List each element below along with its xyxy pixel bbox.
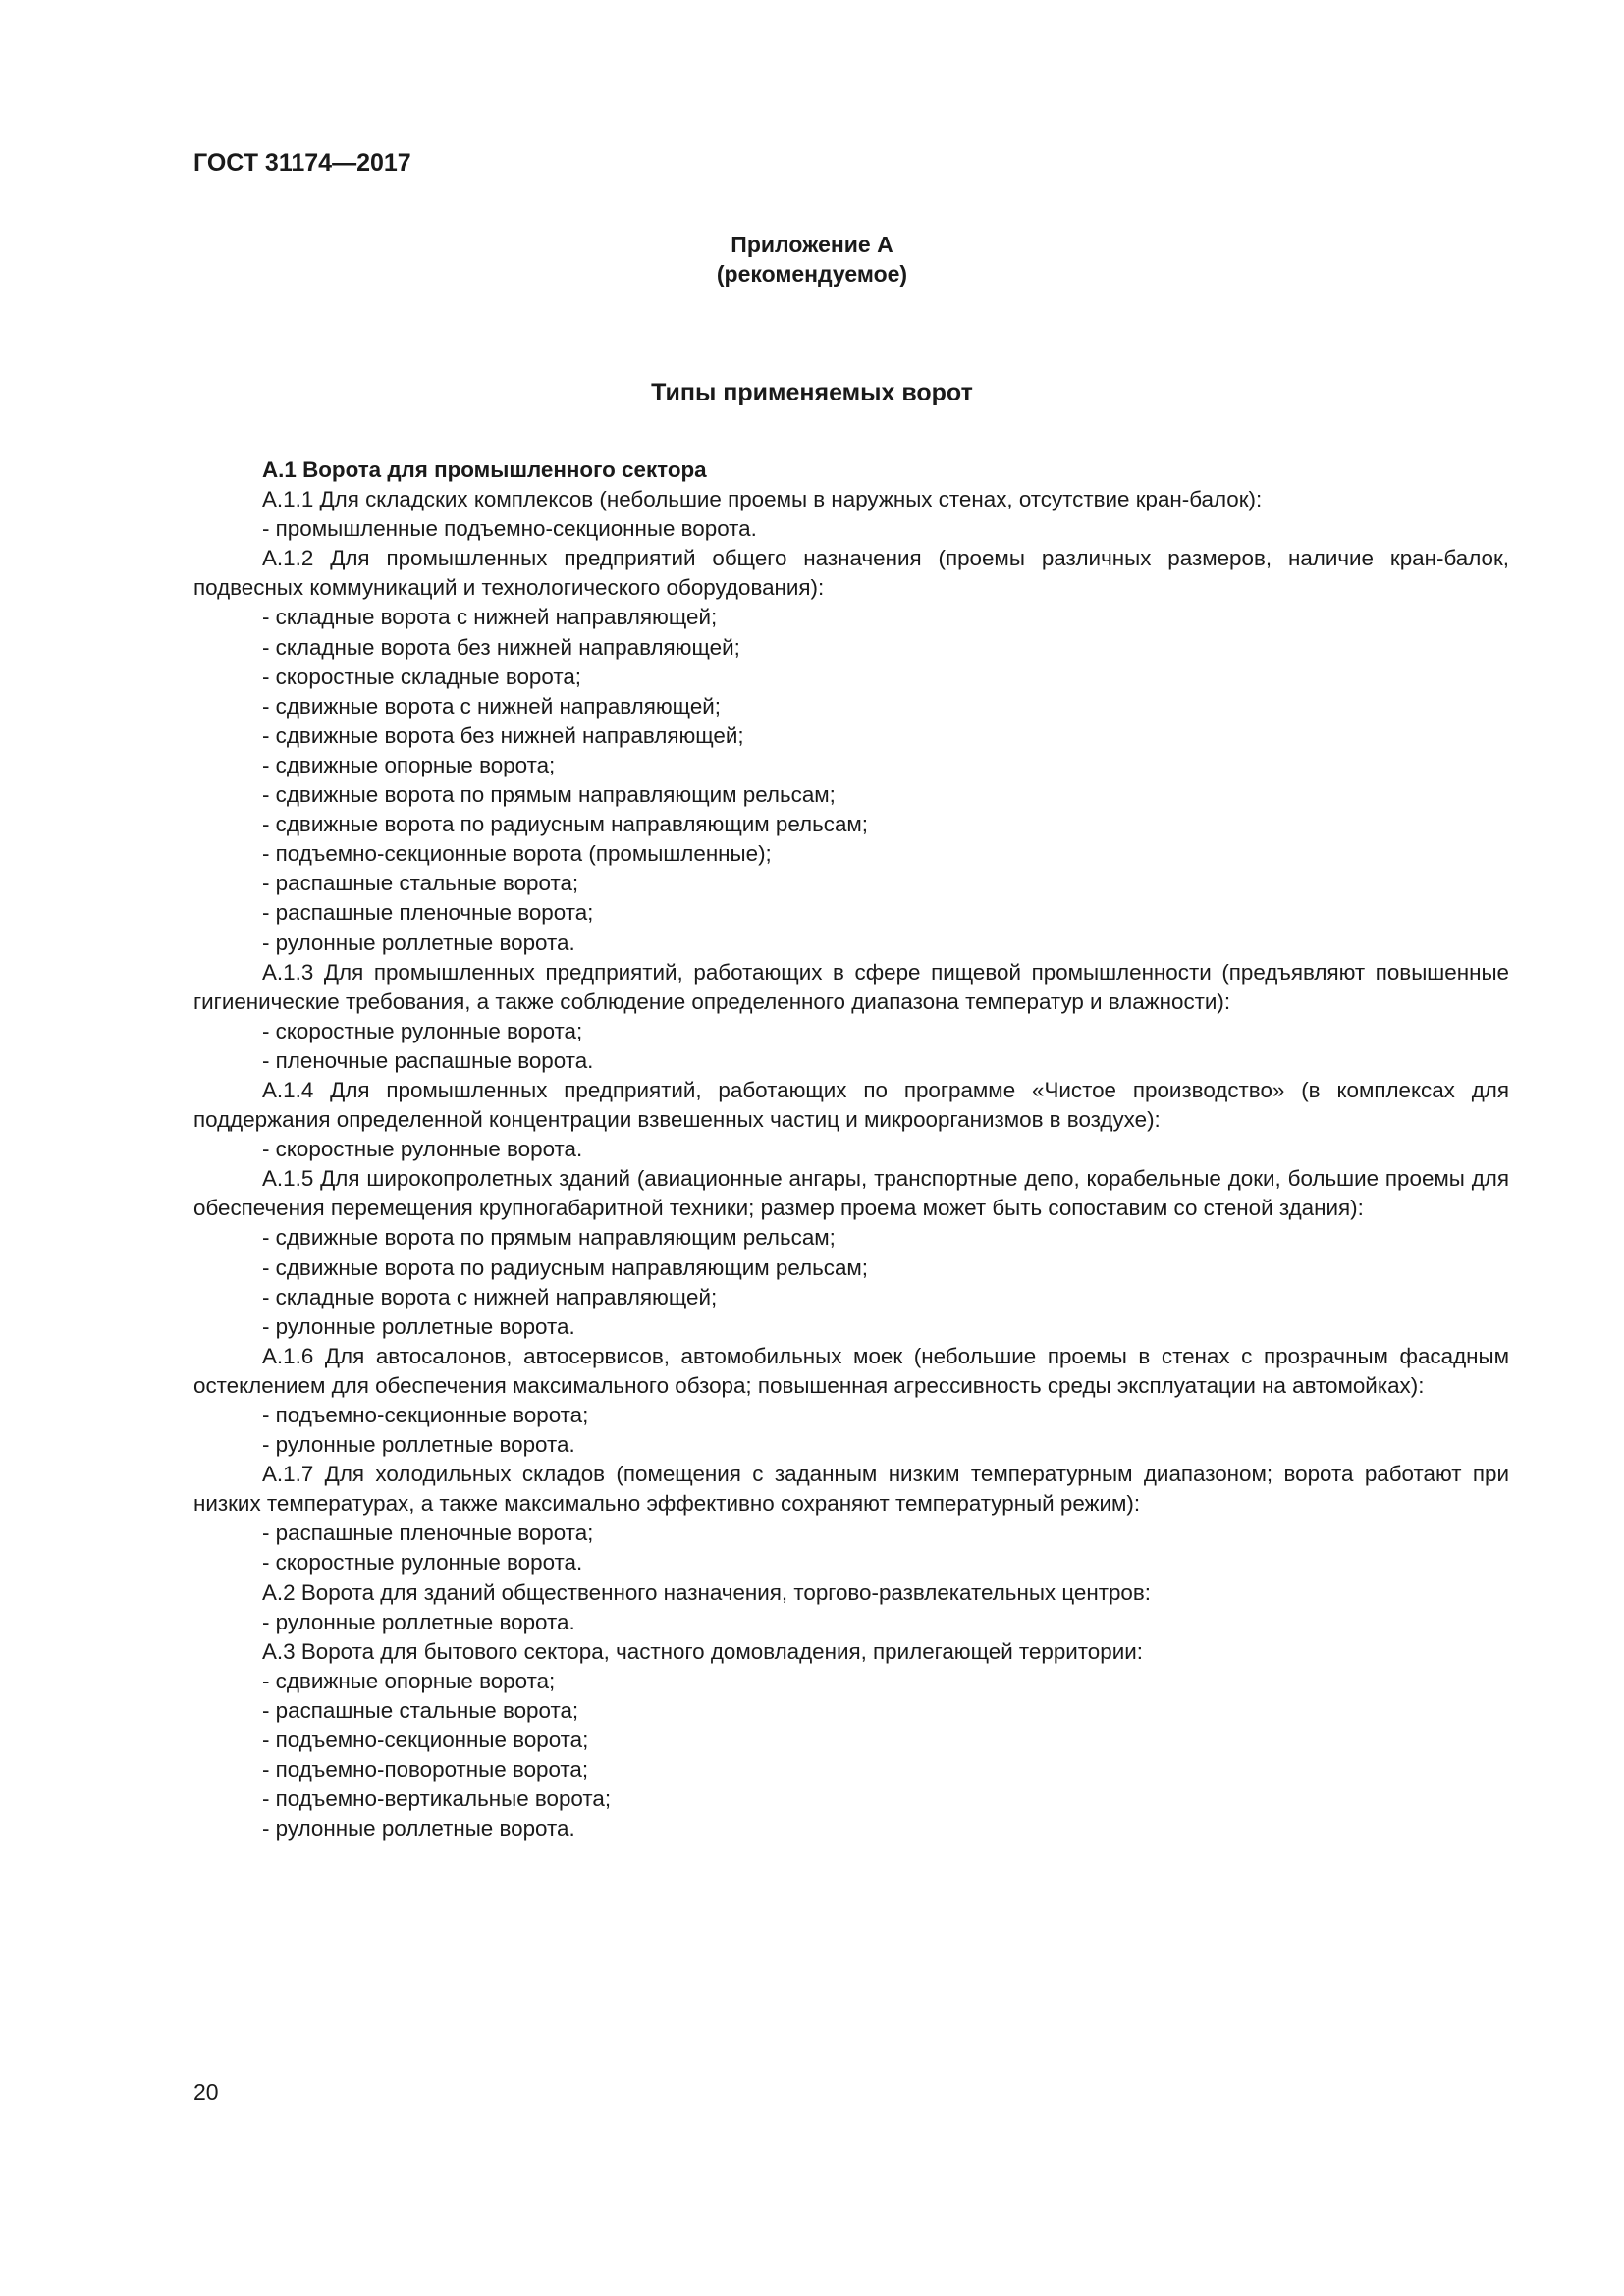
list-item: - подъемно-секционные ворота (промышленные); (262, 841, 772, 867)
list-item: - распашные стальные ворота; (262, 871, 579, 896)
list-item: - скоростные рулонные ворота; (262, 1018, 583, 1043)
list-item: - сдвижные ворота по радиусным направляющим рельсам; (262, 1255, 869, 1280)
list-item: - сдвижные опорные ворота; (262, 752, 556, 777)
clause-paragraph: А.1.7 Для холодильных складов (помещения с заданным низким температурным диапазоном; ворота работают при низких температурах, а также максимально эффективно сохраняют температурный режим): (193, 1462, 1509, 1517)
list-item: - рулонные роллетные ворота. (262, 930, 575, 955)
clause-paragraph: А.1.5 Для широкопролетных зданий (авиационные ангары, транспортные депо, корабельные доки, большие проемы для обеспечения перемещения крупногабаритной техники; размер проема может быть сопоставим со стеной здания): (193, 1166, 1509, 1221)
clause-paragraph: А.1.1 Для складских комплексов (небольшие проемы в наружных стенах, отсутствие кран-балок): (262, 487, 1263, 512)
list-item: - рулонные роллетные ворота. (262, 1432, 575, 1458)
list-item: - складные ворота без нижней направляющей; (262, 634, 740, 660)
clause-paragraph: А.1.6 Для автосалонов, автосервисов, автомобильных моек (небольшие проемы в стенах с прозрачным фасадным остеклением для обеспечения максимального обзора; повышенная агрессивность среды эксплуатации на автомойках): (193, 1343, 1509, 1398)
appendix-label: Приложение А (731, 232, 893, 257)
appendix-status: (рекомендуемое) (716, 261, 908, 287)
list-item: - рулонные роллетные ворота. (262, 1816, 575, 1842)
section-heading: А.1 Ворота для промышленного сектора (262, 457, 707, 482)
list-item: - распашные пленочные ворота; (262, 900, 594, 926)
list-item: - сдвижные ворота по прямым направляющим рельсам; (262, 1225, 836, 1251)
list-item: - рулонные роллетные ворота. (262, 1609, 575, 1634)
list-item: - сдвижные ворота по прямым направляющим рельсам; (262, 782, 836, 808)
appendix-title: Типы применяемых ворот (651, 379, 973, 406)
clause-paragraph: А.3 Ворота для бытового сектора, частного домовладения, прилегающей территории: (262, 1638, 1143, 1664)
clause-paragraph: А.1.2 Для промышленных предприятий общего назначения (проемы различных размеров, наличие кран-балок, подвесных коммуникаций и технологического оборудования): (193, 546, 1509, 601)
list-item: - подъемно-секционные ворота; (262, 1728, 589, 1753)
list-item: - скоростные складные ворота; (262, 664, 582, 689)
list-item: - промышленные подъемно-секционные ворота. (262, 516, 757, 542)
list-item: - подъемно-вертикальные ворота; (262, 1787, 612, 1812)
list-item: - скоростные рулонные ворота. (262, 1137, 583, 1162)
list-item: - складные ворота с нижней направляющей; (262, 605, 718, 630)
list-item: - подъемно-поворотные ворота; (262, 1757, 589, 1783)
document-body (193, 455, 1509, 1843)
clause-paragraph: А.2 Ворота для зданий общественного назначения, торгово-развлекательных центров: (262, 1579, 1152, 1605)
document-code: ГОСТ 31174—2017 (193, 149, 411, 177)
list-item: - сдвижные опорные ворота; (262, 1668, 556, 1693)
appendix-heading (0, 230, 1624, 289)
clause-paragraph: А.1.4 Для промышленных предприятий, работающих по программе «Чистое производство» (в комплексах для поддержания определенной концентрации взвешенных частиц и микроорганизмов в воздухе): (193, 1077, 1509, 1133)
list-item: - распашные стальные ворота; (262, 1697, 579, 1723)
page-number: 20 (193, 2079, 219, 2105)
list-item: - рулонные роллетные ворота. (262, 1313, 575, 1339)
list-item: - подъемно-секционные ворота; (262, 1403, 589, 1427)
list-item: - распашные пленочные ворота; (262, 1521, 594, 1546)
list-item: - складные ворота с нижней направляющей; (262, 1284, 718, 1309)
list-item: - скоростные рулонные ворота. (262, 1550, 583, 1575)
list-item: - сдвижные ворота без нижней направляющей; (262, 722, 744, 748)
clause-paragraph: А.1.3 Для промышленных предприятий, работающих в сфере пищевой промышленности (предъявляют повышенные гигиенические требования, а также соблюдение определенного диапазона температур и влажности): (193, 959, 1509, 1014)
list-item: - сдвижные ворота с нижней направляющей; (262, 693, 722, 719)
list-item: - сдвижные ворота по радиусным направляющим рельсам; (262, 812, 869, 837)
list-item: - пленочные распашные ворота. (262, 1047, 594, 1073)
